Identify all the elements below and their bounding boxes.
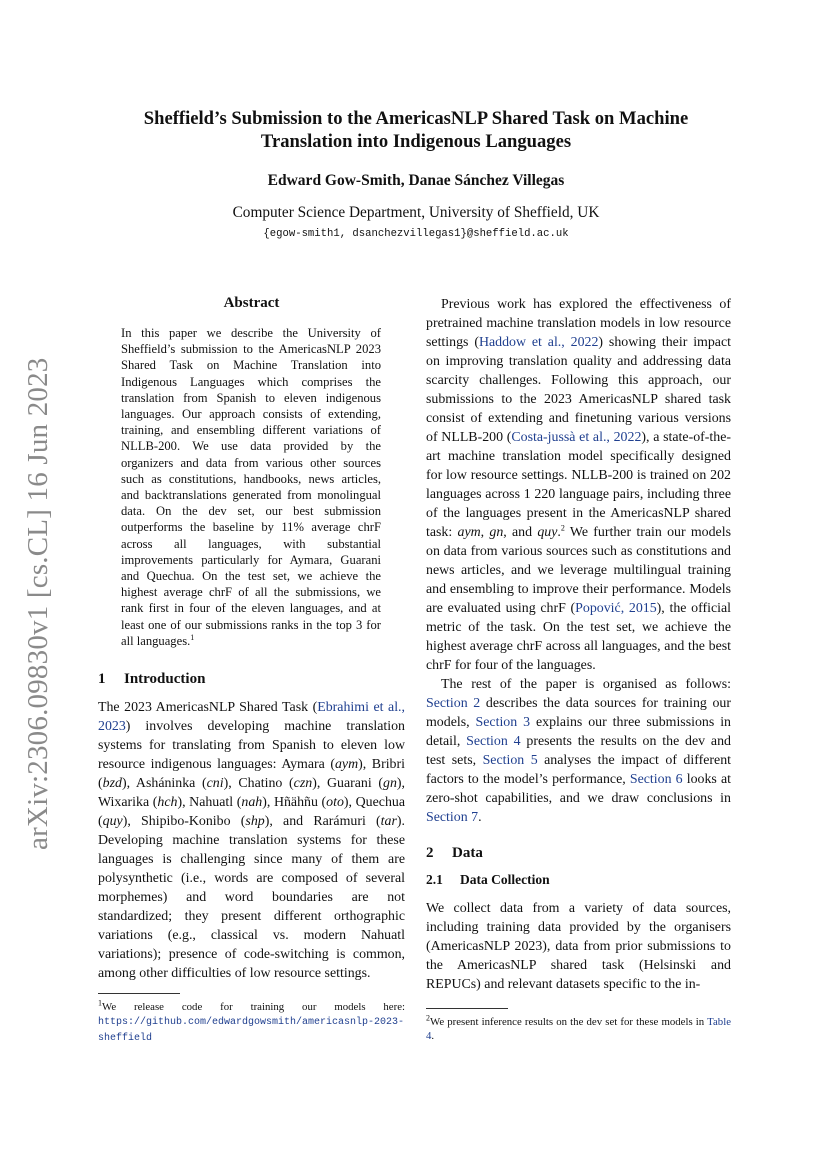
section-7-link[interactable]: Section 7 — [426, 810, 479, 825]
citation-costa-jussa[interactable]: Costa-jussà et al., 2022 — [511, 430, 642, 445]
footnote-2: $^2$We present inference results on the dev set for these models in Table 4. — [426, 1013, 731, 1042]
citation-popovic[interactable]: Popović, 2015 — [575, 601, 657, 616]
section-6-link[interactable]: Section 6 — [629, 772, 683, 787]
subsection-2-1-heading: 2.1 Data Collection — [426, 872, 550, 887]
affiliation: Computer Science Department, University of Sheffield, UK — [232, 204, 600, 221]
right-column — [426, 295, 731, 1043]
section-2-heading: 2 Data — [426, 845, 483, 861]
introduction-paragraph: The 2023 AmericasNLP Shared Task (Ebrahimi et al., 2023) involves developing machine translation systems for translating from Spanish to eleven low resource indigenous languages: Aymara (aym), Bribri (bzd), Asháninka (cni), Chatino (czn), Guarani (gn), Wixarika (hch), Nahuatl (nah), Hñähñu (oto), Quechua (quy), Shipibo-Konibo (shp), and Rarámuri (tar). Developing machine translation systems for these languages is challenging since many of them are polysynthetic (i.e., words are composed of several morphemes) and word boundaries are not standardized; they present different orthographic variations (e.g., classical vs. modern Nahuatl variations); presence of code-switching is common, among other difficulties of low resource settings. — [98, 700, 406, 982]
left-column — [98, 295, 405, 1046]
github-code-link[interactable]: https://github.com/edwardgowsmith/americasnlp-2023-sheffield — [98, 1017, 405, 1045]
arxiv-identifier-stamp: arXiv:2306.09830v1 [cs.CL] 16 Jun 2023 — [22, 357, 54, 850]
section-3-link[interactable]: Section 3 — [475, 715, 531, 730]
section-4-link[interactable]: Section 4 — [466, 734, 521, 749]
author-emails: {egow-smith1, dsanchezvillegas1}@sheffield.ac.uk — [263, 228, 569, 240]
section-1-heading: 1 Introduction — [98, 671, 206, 688]
footnote-marker-1[interactable]: 1 — [190, 632, 195, 642]
paper-outline-paragraph: The rest of the paper is organised as follows: Section 2 describes the data sources for training our models, Section 3 explains our three submissions in detail, Section 4 presents the results on the dev and test sets, Section 5 analyses the impact of different factors to the model’s performance, Section 6 looks at zero-shot capabilities, and we draw conclusions in Section 7. — [426, 677, 732, 825]
citation-ebrahimi[interactable]: Ebrahimi et al., 2023 — [98, 700, 405, 735]
section-5-link[interactable]: Section 5 — [482, 753, 538, 768]
paper-title: Sheffield’s Submission to the AmericasNLP Shared Task on Machine Translation into Indigenous Languages — [143, 108, 689, 152]
footnote-1: $^1$We release code for training our models here: https://github.com/edwardgowsmith/americasnlp-2023-sheffield — [98, 998, 405, 1045]
section-2-link[interactable]: Section 2 — [426, 696, 481, 711]
footnote-marker-2[interactable]: 2 — [560, 523, 565, 533]
footnote-divider — [98, 993, 180, 994]
abstract-heading: Abstract — [223, 295, 280, 311]
author-list: Edward Gow-Smith, Danae Sánchez Villegas — [267, 172, 565, 189]
table-4-link[interactable]: Table 4 — [426, 1016, 731, 1042]
data-collection-paragraph: We collect data from a variety of data sources, including training data provided by the organisers (AmericasNLP 2023), data from prior submissions to the AmericasNLP shared task (Helsinski and REPUCs) and relevant datasets specific to the in- — [426, 901, 731, 992]
citation-haddow[interactable]: Haddow et al., 2022 — [478, 335, 599, 350]
related-work-paragraph: Previous work has explored the effectiveness of pretrained machine translation models in low resource settings (Haddow et al., 2022) showing their impact on improving translation quality and addressing data scarcity challenges. Following this approach, our submissions to the 2023 AmericasNLP shared task consist of extending and finetuning various versions of NLLB-200 (Costa-jussà et al., 2022), a state-of-the-art machine translation model specifically designed for low resource settings. NLLB-200 is trained on 202 languages across 1 220 language pairs, including three of the languages present in the AmericasNLP shared task: aym, gn, and quy.$^2$ We further train our models on data from various sources such as constitutions and news articles, and we leverage multilingual training and ensembling to improve their performance. Models are evaluated using chrF (Popović, 2015), the official metric of the task. On the test set, we achieve the highest average chrF across all languages, and the best chrF for four of the languages. — [426, 297, 731, 673]
footnote-divider-right — [426, 1008, 508, 1009]
abstract-text: In this paper we describe the University of Sheffield’s submission to the AmericasNLP 2023 Shared Task on Machine Translation into Indigenous Languages which comprises the translation from Spanish to eleven indigenous languages. Our approach consists of extending, training, and ensembling different variations of NLLB-200. We use data provided by the organizers and data from various other sources such as constitutions, handbooks, news articles, and backtranslations generated from monolingual data. On the dev set, our best submission outperforms the baseline by 11% average chrF across all languages, with substantial improvements particularly for Aymara, Guarani and Quechua. On the test set, we achieve the highest average chrF of all the submissions, we rank first in four of the eleven languages, and at least one of our submissions ranks in the top 3 for all languages.$^1$ — [121, 326, 381, 648]
